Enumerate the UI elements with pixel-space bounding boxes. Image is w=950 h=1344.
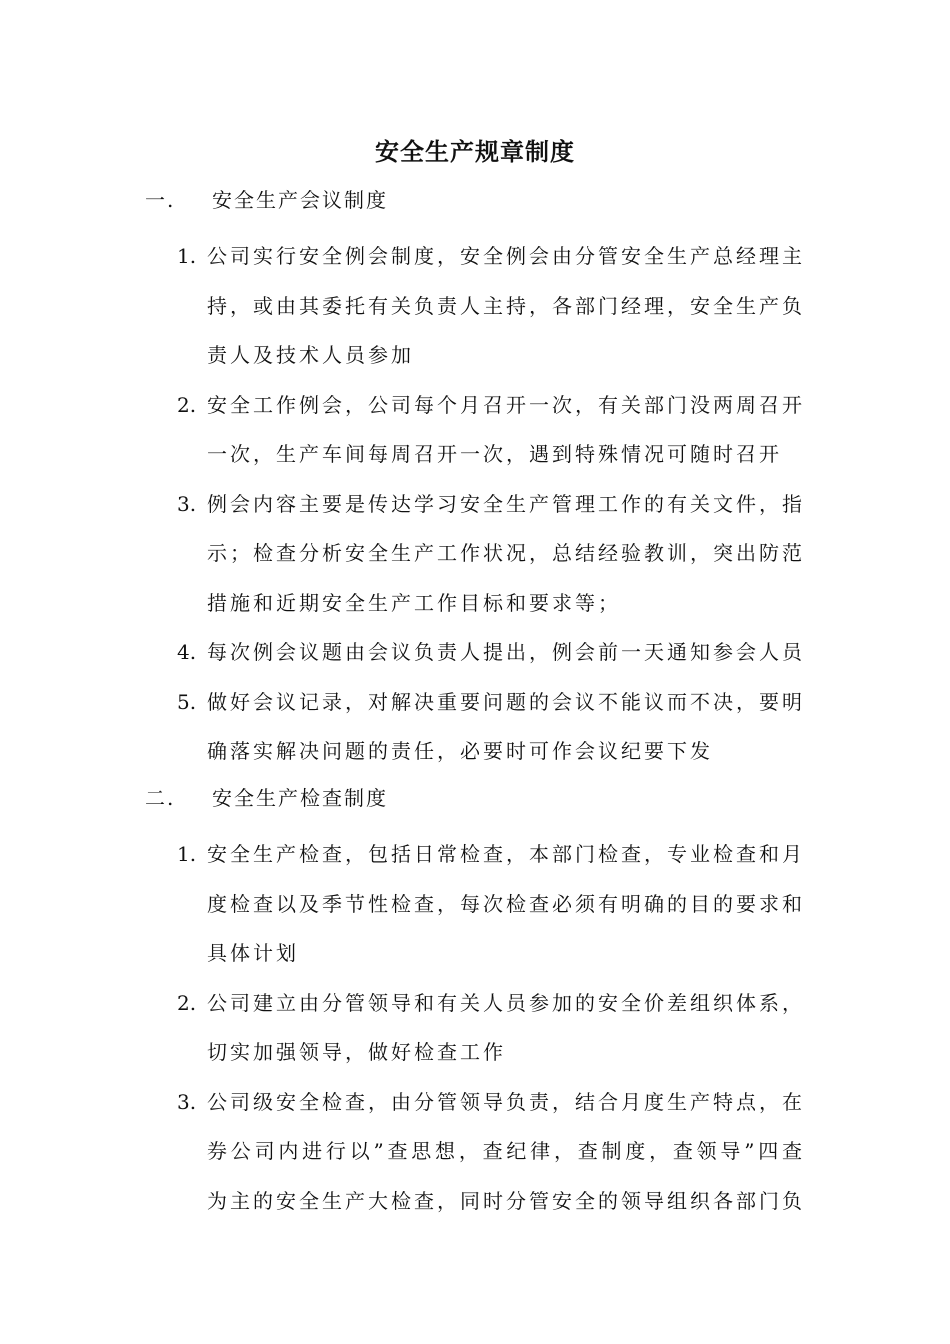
section-meeting-system xyxy=(145,182,825,777)
list-item xyxy=(145,628,825,678)
list-item-number: 2. xyxy=(177,392,197,417)
list-item xyxy=(145,678,825,777)
list-item-text: 做好会议记录，对解决重要问题的会议不能议而不决，要明确落实解决问题的责任，必要时可作会议纪要下发 xyxy=(207,689,805,763)
section-inspection-system xyxy=(145,780,825,1226)
list-item-text: 例会内容主要是传达学习安全生产管理工作的有关文件，指示；检查分析安全生产工作状况，总结经验教训，突出防范措施和近期安全生产工作目标和要求等； xyxy=(207,491,805,615)
list-item-number: 1. xyxy=(177,244,197,268)
list-item-number: 2. xyxy=(177,990,197,1015)
list-item xyxy=(145,1078,825,1227)
list-item-text: 公司实行安全例会制度，安全例会由分管安全生产总经理主持，或由其委托有关负责人主持，各部门经理，安全生产负责人及技术人员参加 xyxy=(207,244,805,367)
list-item-text: 每次例会议题由会议负责人提出，例会前一天通知参会人员 xyxy=(207,640,805,664)
document-title: 安全生产规章制度 xyxy=(375,137,575,166)
list-item-number: 4. xyxy=(177,640,197,664)
list-item-text: 安全生产检查，包括日常检查，本部门检查，专业检查和月度检查以及季节性检查，每次检查必须有明确的目的要求和具体计划 xyxy=(207,842,805,965)
list-item xyxy=(145,381,825,480)
section-number: 二. xyxy=(145,786,176,810)
list-item-text: 公司级安全检查，由分管领导负责，结合月度生产特点，在券公司内进行以”查思想，查纪律，查制度，查领导”四查为主的安全生产大检查，同时分管安全的领导组织各部门负 xyxy=(207,1089,805,1213)
list-item-number: 5. xyxy=(177,689,197,714)
list-item-text: 公司建立由分管领导和有关人员参加的安全价差组织体系，切实加强领导，做好检查工作 xyxy=(207,990,805,1064)
section-number: 一. xyxy=(145,188,176,212)
list-item xyxy=(145,232,825,381)
list-item-number: 1. xyxy=(177,842,197,866)
section-title: 安全生产会议制度 xyxy=(212,188,388,212)
list-item-number: 3. xyxy=(177,1089,197,1114)
list-item-number: 3. xyxy=(177,491,197,516)
section-heading xyxy=(145,780,825,830)
section-heading xyxy=(145,182,825,232)
list-item xyxy=(145,830,825,979)
list-item xyxy=(145,979,825,1078)
section-title: 安全生产检查制度 xyxy=(212,786,388,810)
list-item xyxy=(145,480,825,629)
list-item-text: 安全工作例会，公司每个月召开一次，有关部门没两周召开一次，生产车间每周召开一次，遇到特殊情况可随时召开 xyxy=(207,392,805,466)
